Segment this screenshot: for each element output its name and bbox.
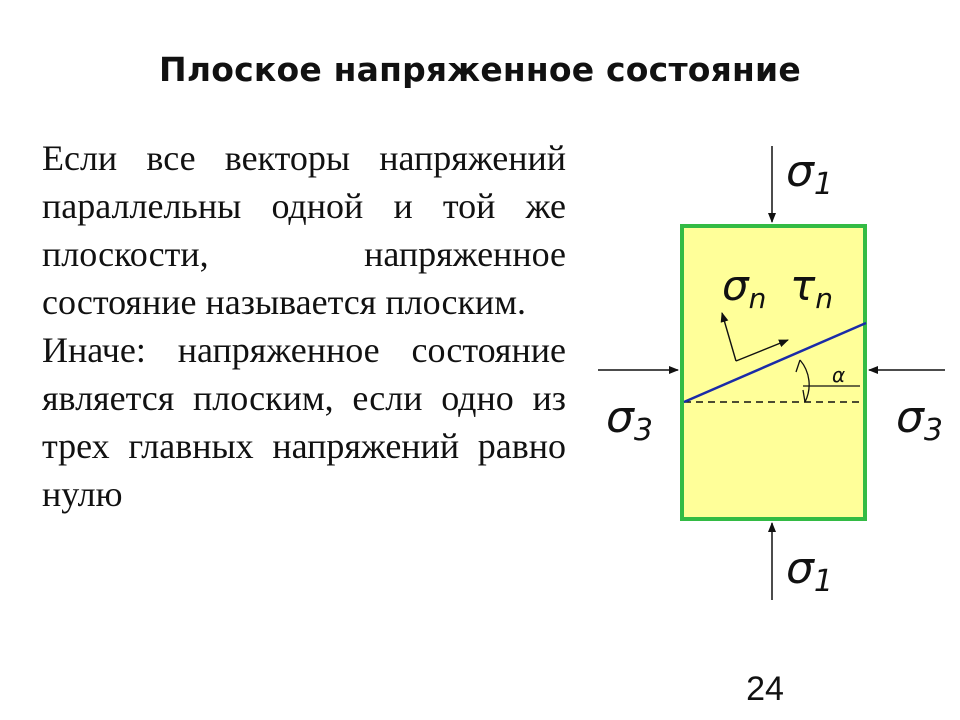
tau-n-label: τn [790, 261, 834, 315]
angle-alpha-label: α [832, 363, 846, 387]
slide-title: Плоское напряженное состояние [159, 50, 801, 89]
sigma1-bottom-label: σ1 [786, 543, 833, 599]
sigma3-left-label: σ3 [606, 392, 653, 448]
definition-paragraph: Если все векторы напряжений параллельны одной и той же плоскости, напряженное состояние называется плоским. [42, 138, 566, 322]
sigma1-top-label: σ1 [786, 146, 833, 202]
sigma-n-label: σn [722, 261, 767, 315]
sigma3-right-label: σ3 [896, 392, 943, 448]
alternative-definition-paragraph: Иначе: напряженное состояние является плоским, если одно из трех главных напряжений равно нулю [42, 330, 566, 514]
page-number: 24 [746, 670, 784, 708]
